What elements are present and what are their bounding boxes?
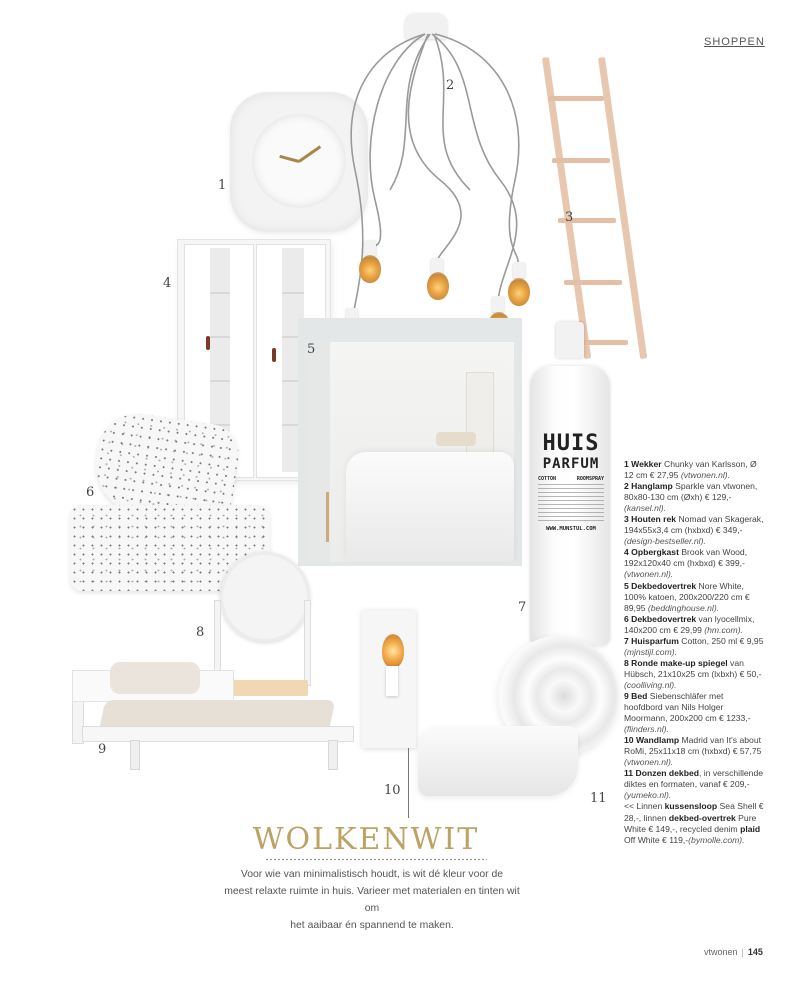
- item-number: 2: [446, 78, 455, 93]
- item-number: 3: [565, 210, 574, 225]
- caption-item: 11 Donzen dekbed, in verschillende diktes en formaten, vanaf € 209,-(yumeko.nl).: [624, 768, 764, 801]
- ladder-rung: [564, 280, 622, 285]
- bottle-brand: PARFUM: [542, 456, 600, 472]
- item-number: 11: [590, 791, 607, 806]
- item-number: 8: [196, 625, 205, 640]
- section-label[interactable]: SHOPPEN: [704, 36, 765, 48]
- caption-item: 5 Dekbedovertrek Nore White, 100% katoen, 200x200/220 cm € 89,95 (beddinghouse.nl).: [624, 580, 750, 613]
- ladder-rail: [542, 57, 591, 359]
- lamp-socket: [364, 240, 376, 256]
- item-number: 1: [218, 178, 227, 193]
- wall-lamp: [362, 610, 416, 748]
- caption-item: 10 Wandlamp Madrid van It's about RoMi, 25x11x18 cm (hxbxd) € 57,75 (vtwonen.nl).: [624, 735, 762, 768]
- caption-item: 4 Opbergkast Brook van Wood, 192x120x40 cm (hxbxd) € 399,-(vtwonen.nl).: [624, 547, 748, 580]
- bottle-brand: HUIS: [542, 431, 600, 456]
- clock-hand: [279, 155, 299, 163]
- magazine-name: vtwonen: [704, 947, 738, 957]
- rolled-duvet: [418, 636, 618, 796]
- page-headline: WOLKENWIT: [252, 822, 480, 857]
- caption-item: 3 Houten rek Nomad van Skagerak, 194x55x3,4 cm (hxbxd) € 349,-(design-bestseller.nl).: [624, 514, 764, 547]
- clock-hand: [298, 145, 321, 162]
- bottle-url: WWW.MUNSTUL.COM: [546, 526, 596, 532]
- caption-item: 9 Bed Siebenschläfer met hoofdbord van Nils Holger Moormann, 200x200 cm € 1233,-(flinders.nl).: [624, 690, 751, 735]
- cabinet-handle: [206, 336, 210, 350]
- product-captions: [624, 459, 764, 846]
- lamp-bulb: [427, 272, 449, 300]
- makeup-mirror: [220, 552, 310, 642]
- ladder-rail: [598, 57, 647, 359]
- caption-item: 8 Ronde make-up spiegel van Hübsch, 21x10x25 cm (lxbxh) € 50,-(coolliving.nl).: [624, 657, 762, 690]
- bottle-variant: COTTON: [538, 476, 557, 482]
- caption-item: 2 Hanglamp Sparkle van vtwonen, 80x80-130 cm (Øxh) € 129,-(kansel.nl).: [624, 481, 758, 514]
- item-number: 7: [518, 600, 527, 615]
- lamp-bulb: [508, 278, 530, 306]
- page-footer: vtwonen | 145: [704, 947, 763, 957]
- lamp-socket: [492, 296, 504, 312]
- item-number: 6: [86, 485, 95, 500]
- cabinet-handle: [272, 348, 276, 362]
- page-number: 145: [747, 947, 763, 957]
- intro-text: Voor wie van minimalistisch houdt, is wit dé kleur voor de meest relaxte ruimte in huis. Varieer met materialen en tinten wit om het aaibaar én spannend te maken.: [224, 869, 520, 931]
- ladder-rung: [548, 96, 604, 101]
- caption-extra: << Linnen kussensloop Sea Shell € 28,-, linnen dekbed-overtrek Pure White € 149,-, recycled denim plaid Off White € 119,-(bymolle.com).: [624, 801, 764, 845]
- room-spray-bottle: [528, 322, 612, 646]
- bedroom-photo: [298, 318, 522, 566]
- caption-item: 1 Wekker Chunky van Karlsson, Ø 12 cm € 27,95 (vtwonen.nl).: [624, 459, 757, 481]
- item-number: 5: [307, 342, 316, 357]
- bottle-type: ROOMSPRAY: [576, 476, 604, 482]
- lamp-socket: [513, 262, 525, 278]
- caption-item: 6 Dekbedovertrek van lyocellmix, 140x200 cm € 29,99 (hm.com).: [624, 613, 755, 635]
- ladder-rung: [552, 158, 610, 163]
- lamp-bulb: [359, 255, 381, 283]
- dotted-divider: [265, 858, 487, 861]
- item-number: 10: [384, 783, 401, 798]
- bed-image: [72, 660, 352, 770]
- caption-item: 7 Huisparfum Cotton, 250 ml € 9,95 (mjnstijl.com).: [624, 635, 764, 657]
- lamp-cord: [408, 748, 409, 818]
- item-number: 4: [163, 276, 172, 291]
- item-number: 9: [98, 742, 107, 757]
